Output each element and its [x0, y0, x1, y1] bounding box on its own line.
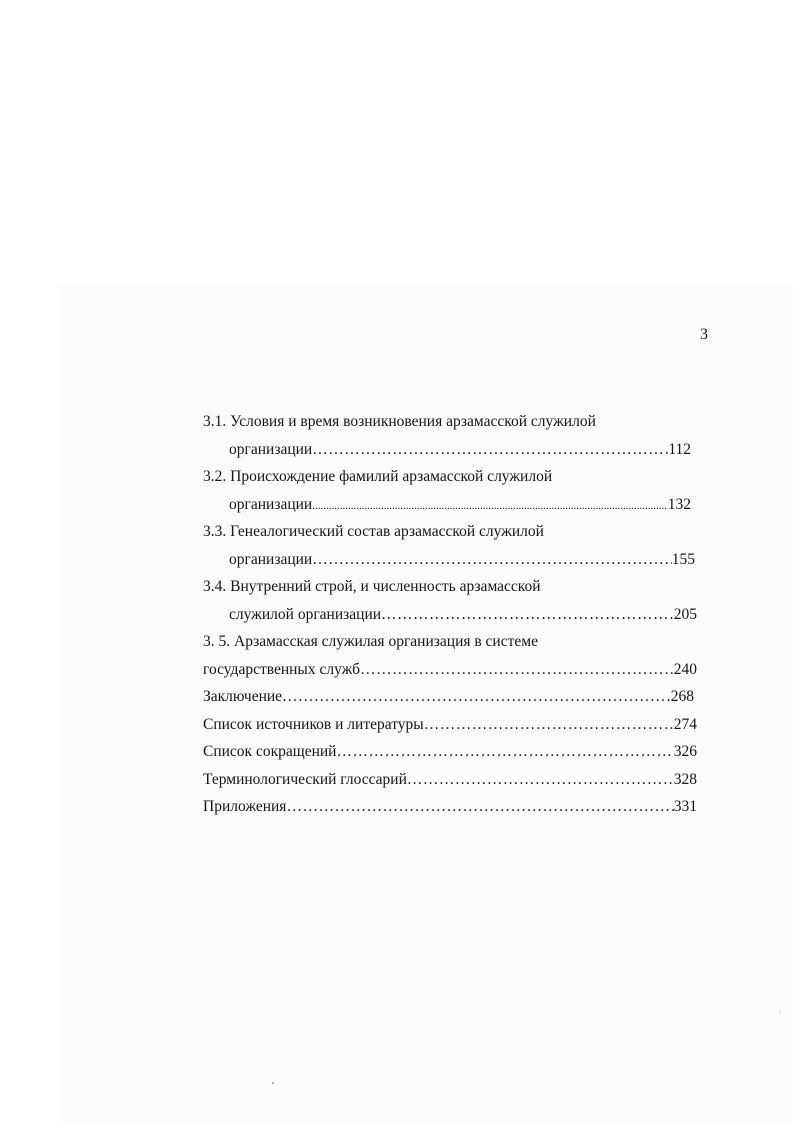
toc-entry-continuation [203, 491, 691, 519]
toc-entry-title-text: Приложения [203, 798, 287, 815]
dot-leader [360, 656, 674, 684]
dot-leader [286, 793, 673, 821]
dot-leader [407, 766, 674, 794]
toc-entry-title [203, 518, 703, 546]
dot-leader [336, 738, 673, 766]
toc-entry-title-text: 3. 5. Арзамасская служилая организация в системе [203, 633, 538, 650]
toc-entry [203, 766, 697, 794]
toc-page-number: 155 [671, 550, 695, 568]
toc-entry-title [203, 463, 703, 491]
toc-entry [203, 793, 697, 821]
toc-entry [203, 683, 694, 711]
dot-leader [312, 436, 668, 464]
toc-entry-title-text: 3.2. Происхождение фамилий арзамасской служилой [203, 468, 553, 485]
toc-entry-continuation [203, 656, 697, 684]
toc-entry-title-text: организации [229, 440, 313, 458]
toc-page-number: 326 [673, 743, 697, 760]
toc-entry-title-text: 3.1. Условия и время возникновения арзамасской служилой [203, 413, 596, 430]
toc-entry-title-text: Список источников и литературы [203, 715, 424, 733]
toc-entry-title-text: Терминологический глоссарий [203, 770, 407, 788]
toc-entry-title [203, 628, 703, 656]
toc-page-number: 274 [673, 715, 697, 733]
page-number: 3 [700, 326, 708, 343]
toc-entry-continuation [203, 546, 695, 574]
toc-page-number: 112 [668, 440, 691, 458]
toc-entry-continuation [203, 436, 691, 464]
toc-page-number: 240 [673, 660, 697, 678]
toc-entry [203, 738, 697, 766]
scan-speck [272, 1082, 274, 1084]
toc-entry-title-text: 3.3. Генеалогический состав арзамасской служилой [203, 523, 544, 540]
toc-page-number: 268 [670, 688, 694, 705]
toc-entry-continuation [203, 601, 697, 629]
toc-page-number: 132 [667, 495, 691, 513]
dot-leader [312, 546, 672, 574]
toc-entry-title-text: Список сокращений [203, 743, 337, 760]
toc-entry-title-text: организации [229, 550, 313, 568]
toc-entry [203, 711, 697, 739]
scan-speck [779, 1012, 780, 1013]
table-of-contents [203, 408, 703, 821]
toc-entry-title-text: организации [229, 495, 313, 513]
toc-entry-title-text: государственных служб [203, 660, 361, 678]
dot-leader [424, 711, 674, 739]
toc-entry-title [203, 573, 703, 601]
toc-entry-title-text: Заключение [203, 688, 283, 705]
dot-leader [381, 601, 674, 629]
toc-entry-title [203, 408, 703, 436]
toc-entry-title-text: 3.4. Внутренний строй, и численность арзамасской [203, 578, 541, 595]
toc-entry-title-text: служилой организации [229, 605, 382, 623]
dot-leader [282, 683, 671, 711]
toc-page-number: 331 [673, 798, 697, 815]
toc-page-number: 328 [673, 770, 697, 788]
toc-page-number: 205 [673, 605, 697, 623]
dot-leader [312, 493, 668, 521]
